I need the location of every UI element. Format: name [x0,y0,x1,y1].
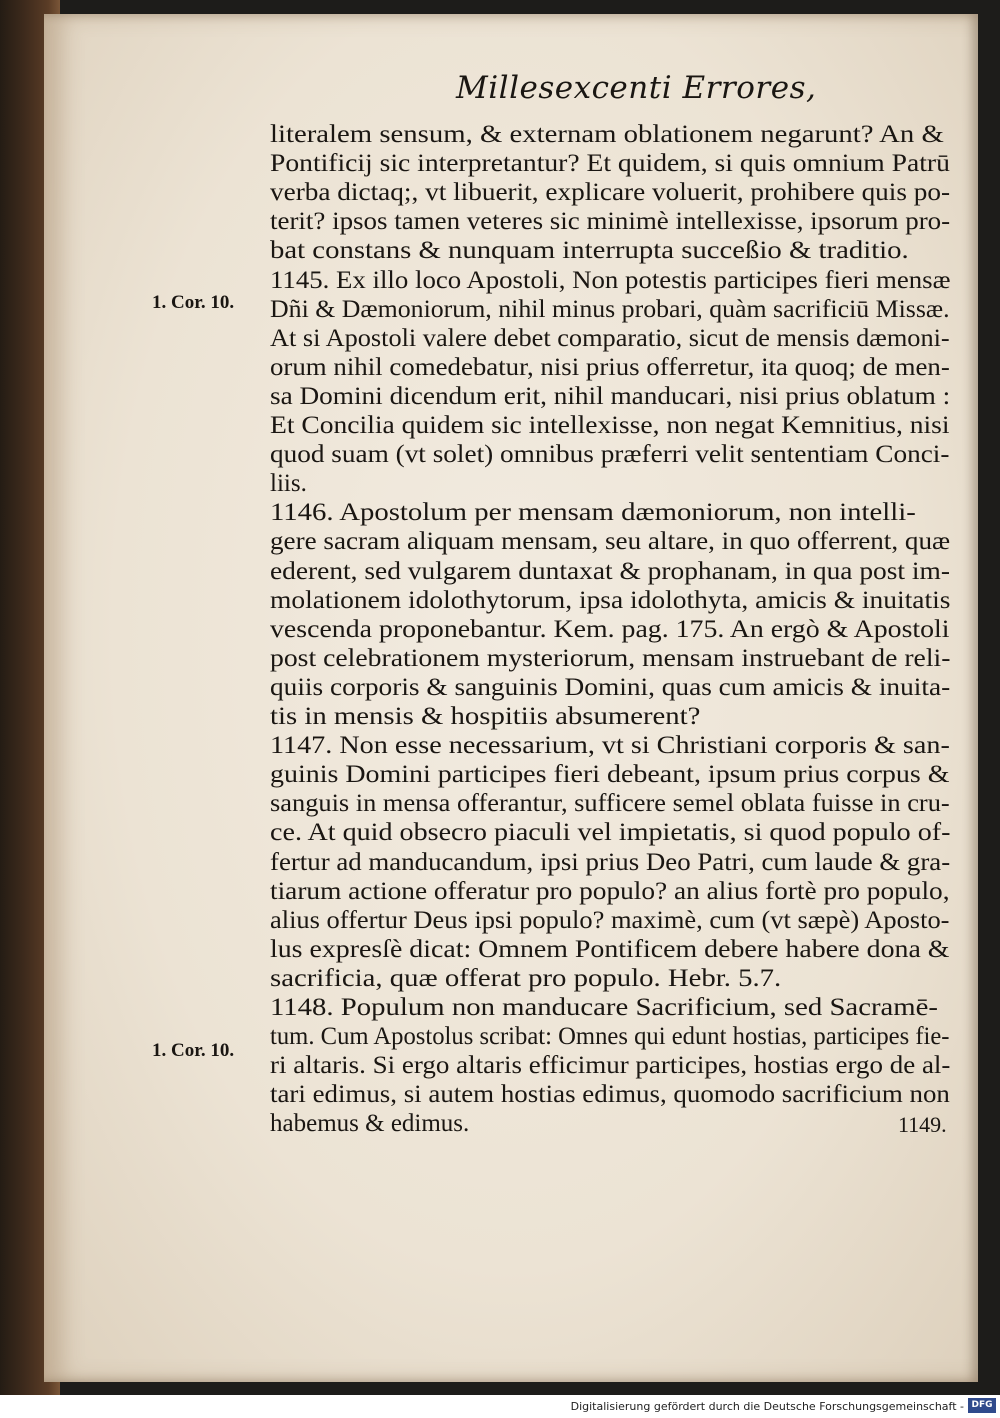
text-line: 1147. Non esse necessarium, vt si Christiani corporis & san- [270,732,950,760]
text-line: 1146. Apostolum per mensam dæmoniorum, non intelli- [270,499,916,527]
running-head: Millesexcenti Errores, [456,70,817,106]
text-line: At si Apostoli valere debet comparatio, sicut de mensis dæmoni- [270,324,950,352]
text-line: tari edimus, si autem hostias edimus, quomodo sacrificium non [270,1081,950,1109]
text-line: tiarum actione offeratur pro populo? an alius fortè pro populo, [270,877,950,905]
footer-credit: Digitalisierung gefördert durch die Deutsche Forschungsgemeinschaft - [570,1400,964,1413]
text-line: habemus & edimus. [270,1110,470,1138]
text-line: verba dictaq;, vt libuerit, explicare voluerit, prohibere quis po- [270,179,951,207]
text-line: bat constans & nunquam interrupta succeßio & traditio. [270,237,909,265]
text-line: ederent, sed vulgarem duntaxat & prophanam, in qua post im- [270,557,950,585]
text-line: molationem idolothytorum, ipsa idolothyta, amicis & inuitatis [270,586,951,614]
text-line: tum. Cum Apostolus scribat: Omnes qui edunt hostias, participes fie- [270,1023,950,1051]
dfg-logo: DFG [968,1398,996,1413]
text-line: 1145. Ex illo loco Apostoli, Non potestis participes fieri mensæ [270,266,951,294]
text-line: lus expresſè dicat: Omnem Pontificem debere habere dona & [270,935,950,963]
text-line: alius offertur Deus ipsi populo? maximè, cum (vt sæpè) Aposto- [270,906,950,934]
text-line: ce. At quid obsecro piaculi vel impietatis, si quod populo of- [270,819,951,847]
text-line: ri altaris. Si ergo altaris efficimur participes, hostias ergo de al- [270,1052,951,1080]
text-line: sa Domini dicendum erit, nihil manducari, nisi prius oblatum : [270,382,951,410]
text-line: quod suam (vt solet) omnibus præferri velit sententiam Conci- [270,441,950,469]
text-line: terit? ipsos tamen veteres sic minimè intellexisse, ipsorum pro- [270,208,951,236]
text-line: Pontificij sic interpretantur? Et quidem, si quis omnium Patrū [270,150,950,178]
text-line: vescenda proponebantur. Kem. pag. 175. An ergò & Apostoli [270,615,950,643]
margin-note: 1. Cor. 10. [152,292,235,313]
margin-note: 1. Cor. 10. [152,1040,235,1061]
catchword: 1149. [898,1112,947,1137]
text-line: orum nihil comedebatur, nisi prius offerretur, ita quoq; de men- [270,353,950,381]
text-line: post celebrationem mysteriorum, mensam instruebant de reli- [270,644,951,672]
text-line: sanguis in mensa offerantur, sufficere semel oblata fuisse in cru- [270,790,950,818]
text-line: 1148. Populum non manducare Sacrificium, sed Sacramē- [270,994,938,1021]
text-line: liis. [270,470,307,498]
text-line: Et Concilia quidem sic intellexisse, non negat Kemnitius, nisi [270,412,950,439]
text-line: gere sacram aliquam mensam, seu altare, in quo offerrent, quæ [270,528,951,556]
footer-bar [0,1395,1000,1418]
text-line: quiis corporis & sanguinis Domini, quas cum amicis & inuita- [270,673,951,701]
text-line: fertur ad manducandum, ipsi prius Deo Patri, cum laude & gra- [270,848,951,876]
text-line: literalem sensum, & externam oblationem negarunt? An & [270,121,944,148]
text-line: tis in mensis & hospitiis absumerent? [270,703,701,730]
text-line: sacrificia, quæ offerat pro populo. Hebr. 5.7. [270,964,782,992]
text-line: Dñi & Dæmoniorum, nihil minus probari, quàm sacrificiū Missæ. [270,295,950,323]
text-line: guinis Domini participes fieri debeant, ipsum prius corpus & [270,761,950,789]
